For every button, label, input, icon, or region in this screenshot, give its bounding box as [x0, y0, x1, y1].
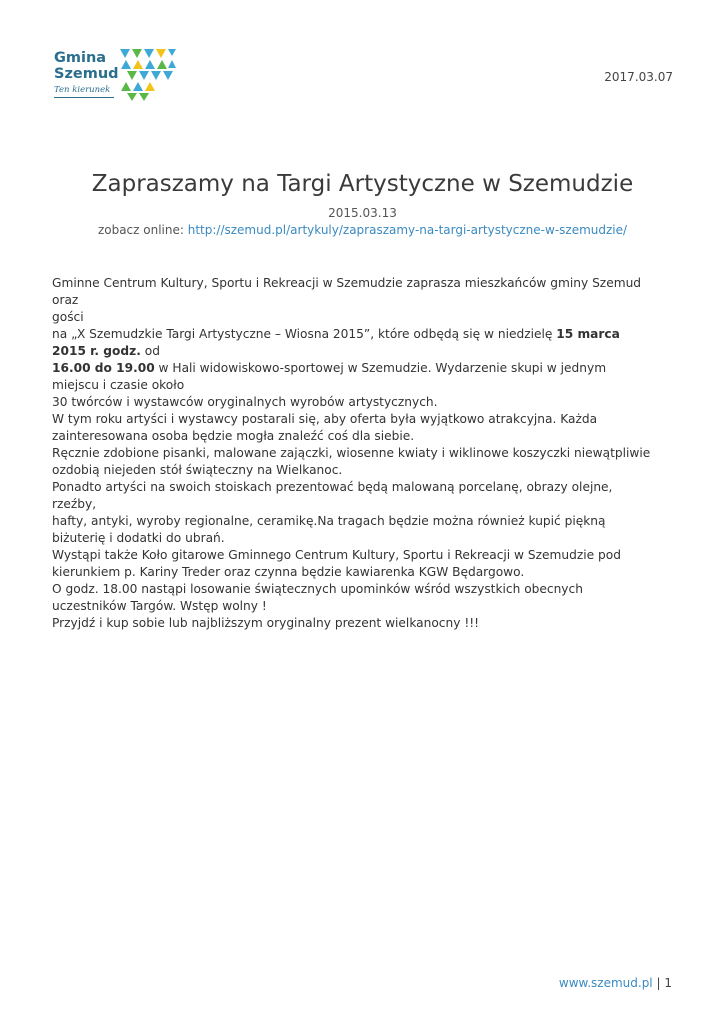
text-span: od: [140, 344, 160, 358]
footer-separator: |: [656, 976, 661, 990]
paragraph-line: [52, 360, 652, 394]
page-title: Zapraszamy na Targi Artystyczne w Szemudzie: [91, 171, 634, 197]
text-span: na „X Szemudzkie Targi Artystyczne – Wiosna 2015”, które odbędą się w niedzielę: [52, 327, 557, 341]
footer-site-link[interactable]: www.szemud.pl: [558, 976, 653, 990]
online-link-row: [0, 223, 725, 237]
event-date-bold: 15 marca 2015 r. godz.: [52, 327, 620, 358]
logo-underline: [54, 97, 114, 98]
paragraph-line: Gminne Centrum Kultury, Sportu i Rekreacji w Szemudzie zaprasza mieszkańców gminy Szemud oraz: [52, 276, 642, 307]
logo-line1: Gmina: [54, 50, 107, 66]
paragraph-line: 30 twórców i wystawców oryginalnych wyrobów artystycznych.: [52, 395, 438, 409]
article-body: [52, 275, 652, 632]
text-span: w Hali widowiskowo-sportowej w Szemudzie. Wydarzenie skupi w jednym miejscu i czasie około: [52, 361, 607, 392]
paragraph-line: [52, 326, 652, 360]
logo-triangles-icon: [118, 47, 176, 102]
paragraph-line: Ponadto artyści na swoich stoiskach prezentować będą malowaną porcelanę, obrazy olejne,: [52, 480, 613, 494]
page-footer: [559, 976, 672, 990]
paragraph-line: Przyjdź i kup sobie lub najbliższym oryginalny prezent wielkanocny !!!: [52, 616, 479, 630]
paragraph-line: O godz. 18.00 nastąpi losowanie świątecznych upominków wśród wszystkich obecnych uczestników Targów. Wstęp wolny !: [52, 582, 583, 613]
paragraph-line: rzeźby,: [52, 497, 97, 511]
paragraph-line: W tym roku artyści i wystawcy postarali się, aby oferta była wyjątkowo atrakcyjna. Każda zainteresowana osoba będzie mogła znaleźć coś dla siebie.: [52, 412, 598, 443]
document-date: 2017.03.07: [604, 70, 673, 84]
event-time-bold: 16.00 do 19.00: [52, 361, 155, 375]
paragraph-line: hafty, antyki, wyroby regionalne, ceramikę.Na tragach będzie można również kupić piękną biżuterię i dodatki do ubrań.: [52, 514, 606, 545]
publication-date: 2015.03.13: [328, 206, 397, 220]
logo-tagline: Ten kierunek: [54, 85, 111, 95]
online-label: zobacz online:: [97, 223, 184, 237]
logo-line2: Szemud: [54, 66, 119, 82]
paragraph-line: gości: [52, 310, 84, 324]
logo: [52, 47, 182, 105]
page-number: 1: [664, 976, 672, 990]
paragraph-line: Wystąpi także Koło gitarowe Gminnego Centrum Kultury, Sportu i Rekreacji w Szemudzie pod kierunkiem p. Kariny Treder oraz czynna będzie kawiarenka KGW Będargowo.: [52, 548, 621, 579]
paragraph-line: Ręcznie zdobione pisanki, malowane zajączki, wiosenne kwiaty i wiklinowe koszyczki niewątpliwie ozdobią niejeden stół świąteczny na Wielkanoc.: [52, 446, 651, 477]
online-url-link[interactable]: http://szemud.pl/artykuly/zapraszamy-na-targi-artystyczne-w-szemudzie/: [187, 223, 628, 237]
